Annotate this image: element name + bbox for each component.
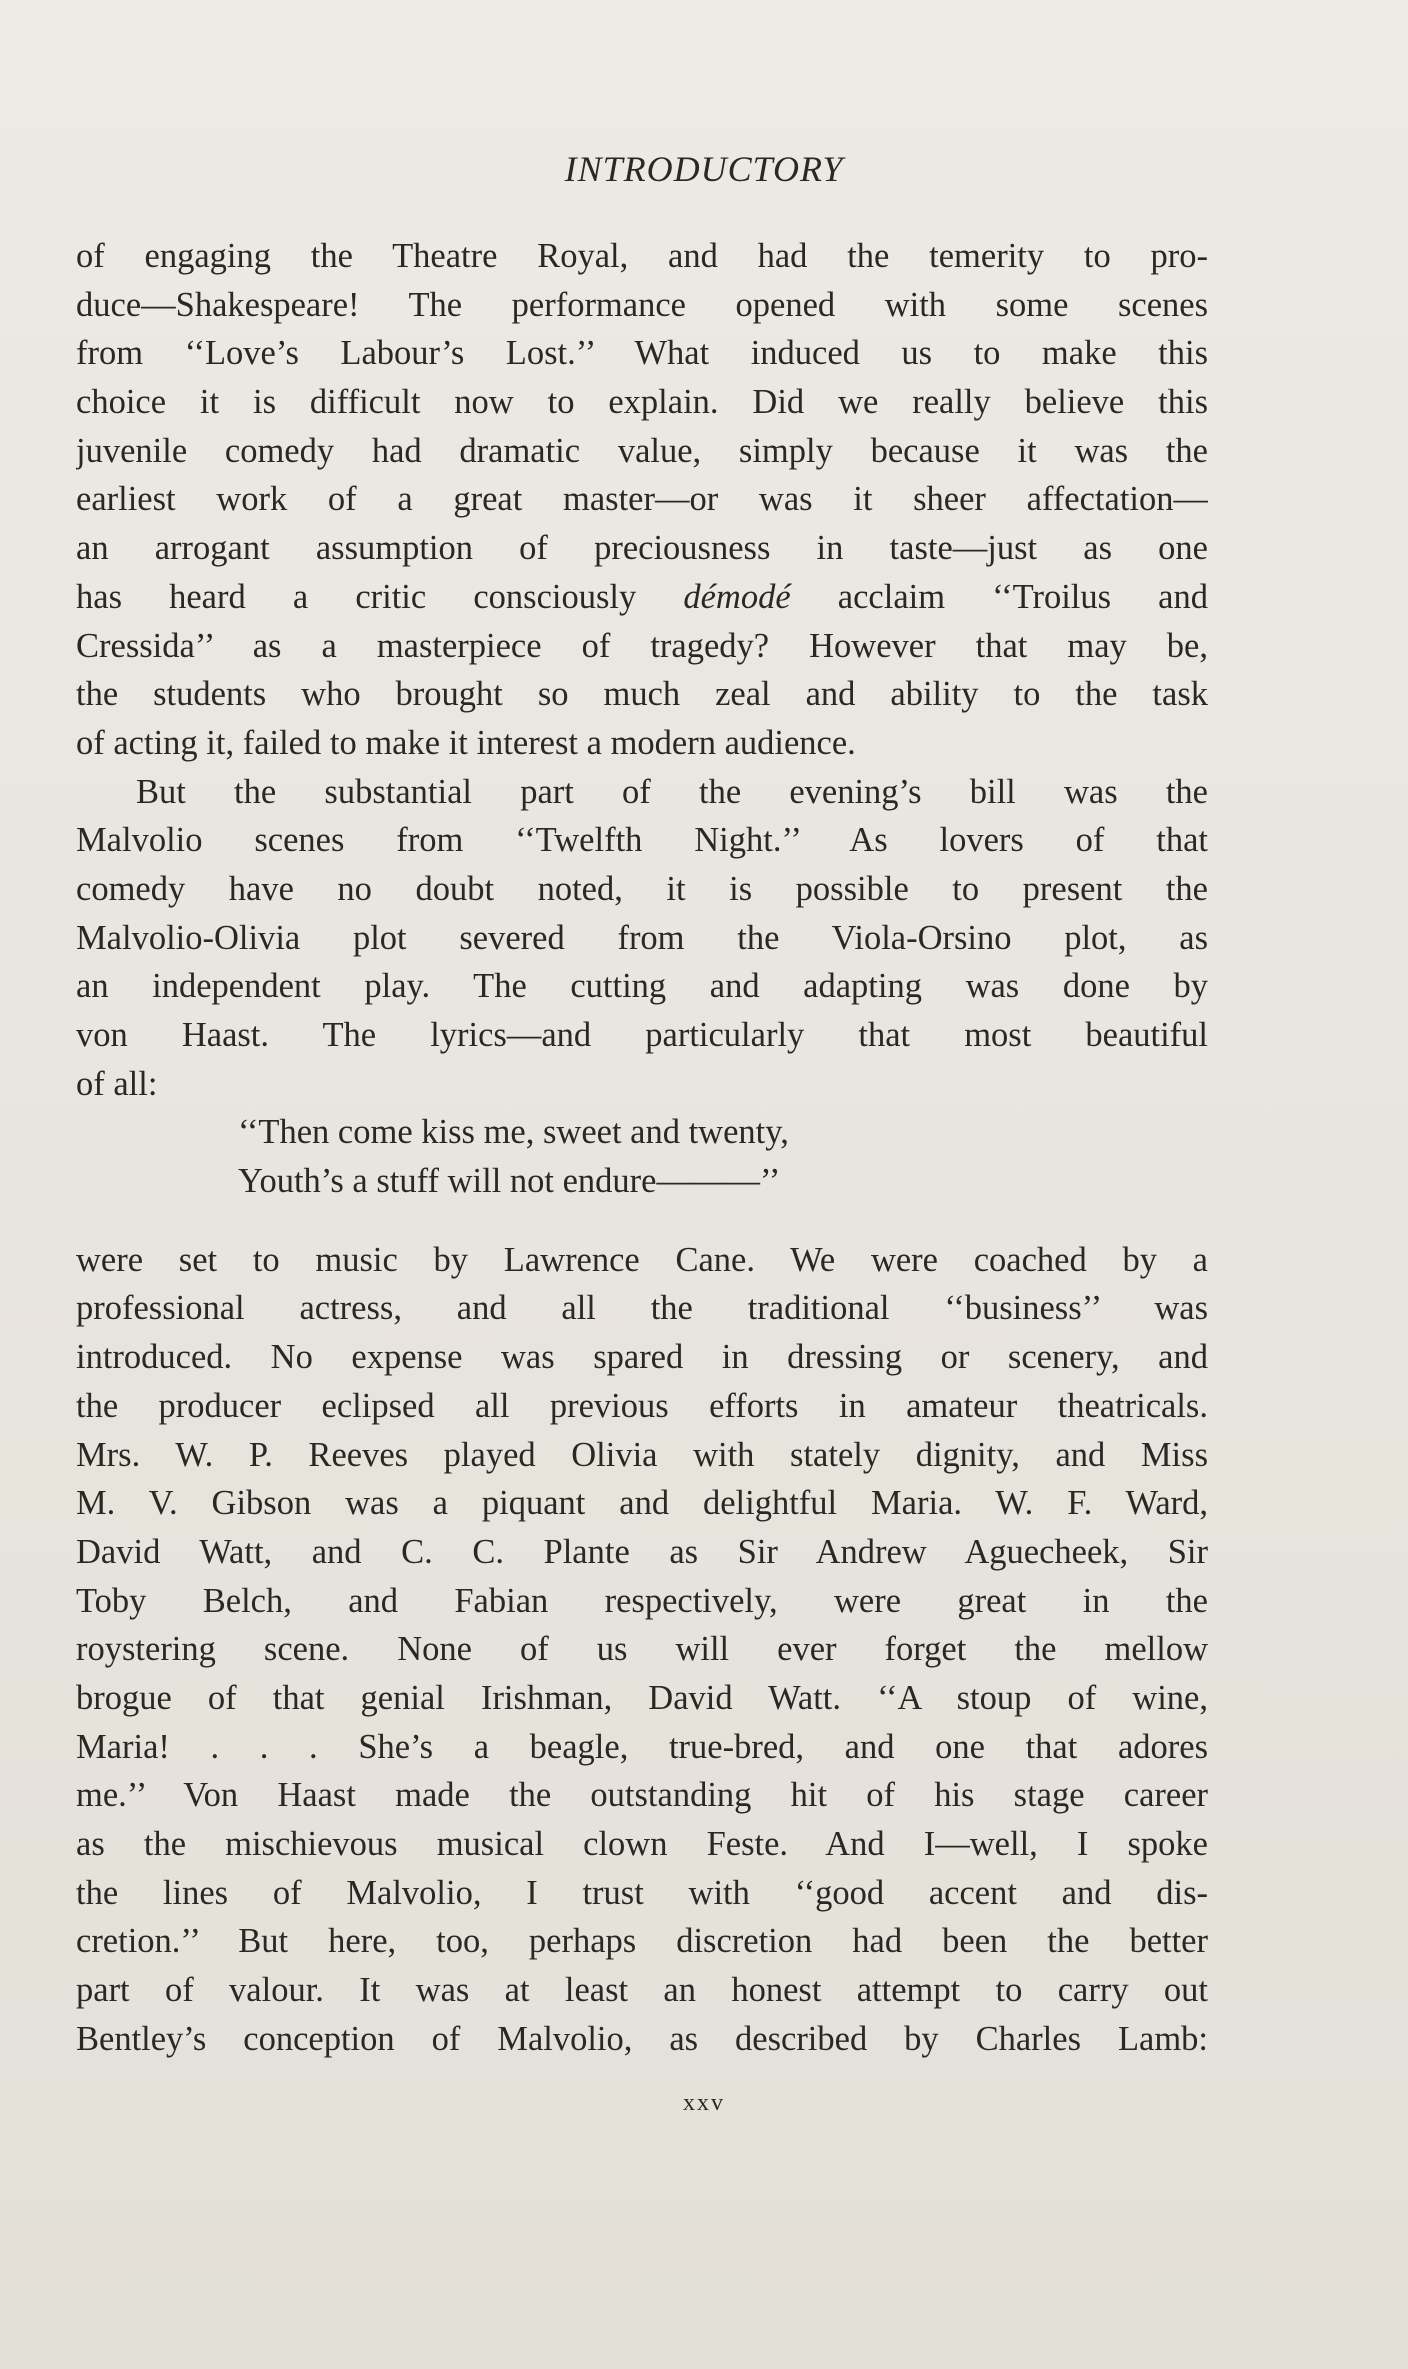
verse-line: ‘‘Then come kiss me, sweet and twenty, [238, 1113, 789, 1152]
text-line: an independent play. The cutting and adapting was done by [76, 967, 1208, 1006]
text-line: has heard a critic consciously démodé acclaim ‘‘Troilus and [76, 577, 1208, 616]
text-line: Maria! . . . She’s a beagle, true-bred, and one that adores [76, 1727, 1208, 1766]
verse-line: Youth’s a stuff will not endure———’’ [238, 1162, 781, 1201]
body-text [76, 232, 1208, 2063]
text-line: the lines of Malvolio, I trust with ‘‘good accent and dis- [76, 1873, 1208, 1912]
text-line: von Haast. The lyrics—and particularly that most beautiful [76, 1016, 1208, 1054]
text-line: Toby Belch, and Fabian respectively, were great in the [76, 1581, 1208, 1620]
text-line: me.’’ Von Haast made the outstanding hit of his stage career [76, 1776, 1208, 1815]
text-line: juvenile comedy had dramatic value, simply because it was the [76, 431, 1208, 470]
text-line: cretion.’’ But here, too, perhaps discretion had been the better [76, 1922, 1208, 1961]
text-line: of engaging the Theatre Royal, and had the temerity to pro- [76, 237, 1208, 275]
italic-term: démodé [683, 577, 791, 616]
text-line: Malvolio scenes from ‘‘Twelfth Night.’’ As lovers of that [76, 821, 1208, 860]
text-line: Mrs. W. P. Reeves played Olivia with stately dignity, and Miss [76, 1435, 1208, 1474]
text-line: Cressida’’ as a masterpiece of tragedy? However that may be, [76, 626, 1208, 665]
text-line: of all: [76, 1064, 158, 1103]
text-line: choice it is difficult now to explain. Did we really believe this [76, 383, 1208, 422]
text-line: But the substantial part of the evening’s bill was the [136, 772, 1208, 811]
running-head: INTRODUCTORY [564, 149, 844, 189]
text-line: of acting it, failed to make it interest a modern audience. [76, 723, 856, 762]
text-line: the producer eclipsed all previous efforts in amateur theatricals. [76, 1386, 1208, 1425]
text-line: duce—Shakespeare! The performance opened with some scenes [76, 285, 1208, 324]
text-line: professional actress, and all the traditional ‘‘business’’ was [76, 1289, 1208, 1328]
text-line: brogue of that genial Irishman, David Watt. ‘‘A stoup of wine, [76, 1678, 1208, 1717]
text-line: comedy have no doubt noted, it is possible to present the [76, 869, 1208, 908]
text-line: Malvolio-Olivia plot severed from the Viola-Orsino plot, as [76, 918, 1208, 957]
text-line: an arrogant assumption of preciousness in taste—just as one [76, 529, 1208, 568]
text-line: roystering scene. None of us will ever forget the mellow [76, 1630, 1208, 1669]
text-line: earliest work of a great master—or was it sheer affectation— [76, 480, 1208, 519]
text-line: David Watt, and C. C. Plante as Sir Andrew Aguecheek, Sir [76, 1532, 1208, 1571]
text-line: were set to music by Lawrence Cane. We were coached by a [76, 1240, 1208, 1279]
text-line: M. V. Gibson was a piquant and delightful Maria. W. F. Ward, [76, 1484, 1208, 1523]
page-number: xxv [683, 2090, 725, 2116]
text-line: part of valour. It was at least an honest attempt to carry out [76, 1971, 1208, 2010]
text-line: the students who brought so much zeal and ability to the task [76, 675, 1208, 714]
text-line: from ‘‘Love’s Labour’s Lost.’’ What induced us to make this [76, 334, 1208, 373]
text-line: as the mischievous musical clown Feste. And I—well, I spoke [76, 1825, 1208, 1863]
text-line: Bentley’s conception of Malvolio, as described by Charles Lamb: [76, 2019, 1208, 2058]
verse-spacing [76, 1206, 1208, 1236]
text-line: introduced. No expense was spared in dressing or scenery, and [76, 1338, 1208, 1377]
